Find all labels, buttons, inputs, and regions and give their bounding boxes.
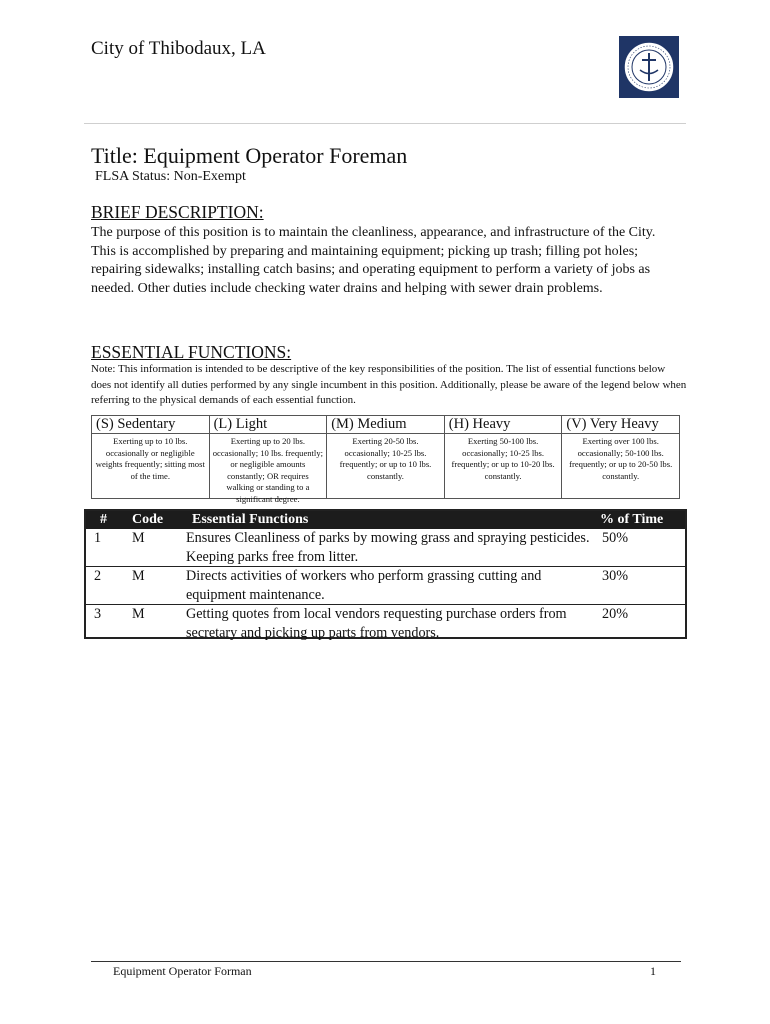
row-function: Directs activities of workers who perform grassing cutting and equipment maintenance. [186, 568, 542, 603]
legend-description: Exerting up to 10 lbs. occasionally or negligible weights frequently; sitting most of the time. [95, 436, 205, 481]
legend-description: Exerting 20-50 lbs. occasionally; 10-25 lbs. frequently; or up to 10 lbs. constantly. [339, 436, 432, 481]
row-code: M [132, 568, 145, 584]
job-title: Title: Equipment Operator Foreman [91, 143, 408, 168]
physical-demands-legend [91, 415, 680, 504]
city-seal-logo [619, 36, 679, 98]
row-function: Getting quotes from local vendors requesting purchase orders from secretary and picking up parts from vendors. [186, 606, 567, 641]
table-row [86, 604, 685, 642]
row-num: 1 [94, 530, 102, 546]
footer-page-number: 1 [650, 964, 656, 978]
legend-light [209, 416, 327, 504]
legend-description: Exerting up to 20 lbs. occasionally; 10 lbs. frequently; or negligible amounts constantly; OR requires walking or standing to a significant degree. [212, 436, 324, 504]
legend-description: Exerting over 100 lbs. occasionally; 50-100 lbs. frequently; or up to 20-50 lbs. constantly. [569, 436, 673, 481]
brief-description-heading: BRIEF DESCRIPTION: [91, 202, 264, 222]
row-percent: 30% [602, 568, 629, 584]
header-code: Code [132, 512, 164, 527]
row-num: 3 [94, 606, 102, 622]
header-num: # [100, 512, 107, 527]
legend-description: Exerting 50-100 lbs. occasionally; 10-25 lbs. frequently; or up to 10-20 lbs. constantly. [451, 436, 555, 481]
seal-emblem-icon [622, 40, 676, 94]
header-divider [84, 123, 686, 124]
row-code: M [132, 606, 145, 622]
table-header-row [86, 511, 685, 529]
row-num: 2 [94, 568, 102, 584]
essential-functions-note: Note: This information is intended to be descriptive of the key responsibilities of the position. The list of essential functions below does not identify all duties performed by any single incumbent in this position. Additionally, please be aware of the legend below when referring to the physical demands of each essential function. [91, 363, 687, 407]
footer-divider [91, 961, 681, 962]
row-code: M [132, 530, 145, 546]
essential-functions-heading: ESSENTIAL FUNCTIONS: [91, 342, 292, 362]
table-row [86, 566, 685, 604]
legend-heavy [444, 416, 562, 498]
row-percent: 50% [602, 530, 629, 546]
row-percent: 20% [602, 606, 629, 622]
legend-sedentary [92, 416, 209, 498]
organization-name: City of Thibodaux, LA [91, 38, 266, 59]
legend-label: (M) Medium [327, 416, 444, 434]
footer-document-name: Equipment Operator Forman [113, 964, 252, 978]
row-function: Ensures Cleanliness of parks by mowing grass and spraying pesticides. Keeping parks free from litter. [186, 530, 590, 565]
brief-description-text: The purpose of this position is to maintain the cleanliness, appearance, and infrastructure of the City. This is accomplished by preparing and maintaining equipment; picking up trash; filling pot holes; repairing sidewalks; installing catch basins; and operating equipment to perform a variety of jobs as needed. Other duties include checking water drains and helping with sewer drain problems. [91, 225, 656, 296]
flsa-status: FLSA Status: Non-Exempt [95, 169, 246, 184]
header-percent-time: % of Time [600, 512, 664, 527]
legend-label: (V) Very Heavy [562, 416, 679, 434]
table-row [86, 529, 685, 566]
legend-very-heavy [561, 416, 679, 498]
legend-label: (H) Heavy [445, 416, 562, 434]
legend-label: (S) Sedentary [92, 416, 209, 434]
essential-functions-table [84, 509, 687, 639]
legend-label: (L) Light [210, 416, 327, 434]
legend-medium [326, 416, 444, 498]
header-function: Essential Functions [192, 512, 309, 527]
